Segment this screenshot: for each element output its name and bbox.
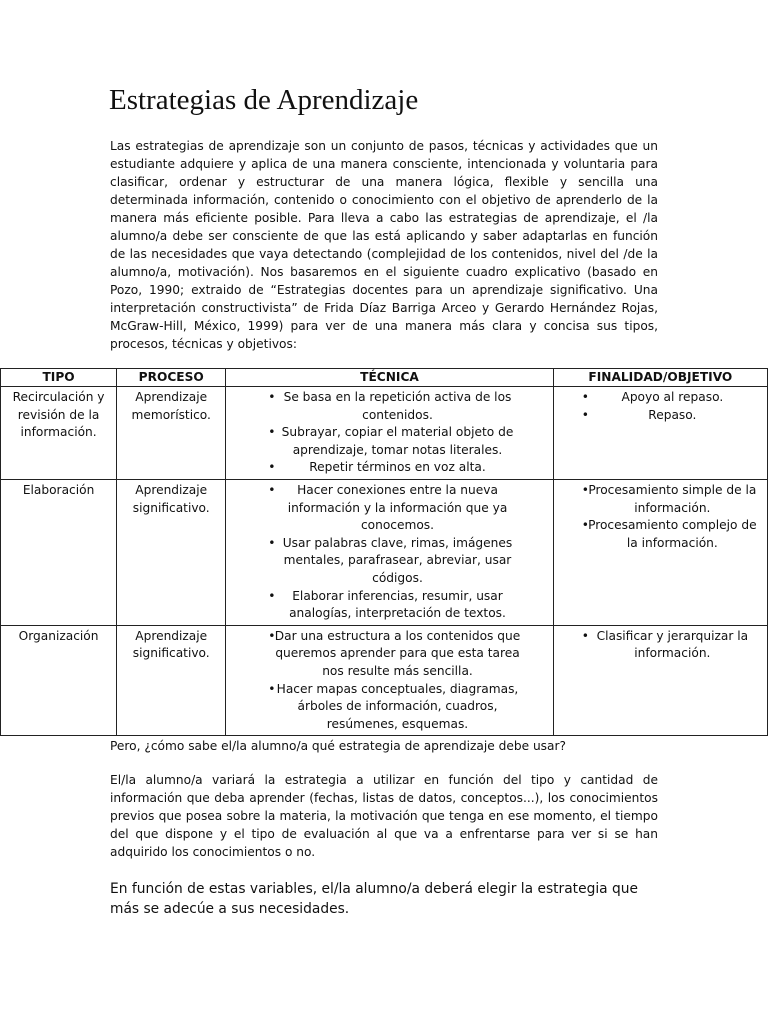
table-row bbox=[1, 479, 768, 625]
cell-finalidad bbox=[553, 625, 767, 736]
cell-tipo: Recirculación y revisión de la información. bbox=[1, 387, 117, 480]
list-item: • Procesamiento complejo de la información. bbox=[556, 517, 765, 552]
strategies-table bbox=[0, 368, 768, 736]
header-proceso: PROCESO bbox=[117, 369, 226, 387]
list-item: • Hacer mapas conceptuales, diagramas, árboles de información, cuadros, resúmenes, esquemas. bbox=[228, 681, 550, 734]
table-header-row bbox=[1, 369, 768, 387]
question-paragraph: Pero, ¿cómo sabe el/la alumno/a qué estrategia de aprendizaje debe usar? bbox=[110, 739, 566, 753]
header-tipo: TIPO bbox=[1, 369, 117, 387]
cell-tipo: Organización bbox=[1, 625, 117, 736]
body-paragraph: El/la alumno/a variará la estrategia a utilizar en función del tipo y cantidad de información que deba aprender (fechas, listas de datos, conceptos...), los conocimientos previos que posea sobre la materia, la motivación que tenga en ese momento, el tiempo del que dispone y el tipo de evaluación al que va a enfrentarse para ver si se han adquirido los conocimientos o no. bbox=[110, 773, 658, 859]
conclusion-paragraph: En función de estas variables, el/la alumno/a deberá elegir la estrategia que más se adecúe a sus necesidades. bbox=[110, 881, 639, 917]
list-item: • Usar palabras clave, rimas, imágenes mentales, parafrasear, abreviar, usar códigos. bbox=[228, 535, 550, 588]
cell-proceso: Aprendizaje significativo. bbox=[117, 625, 226, 736]
cell-proceso: Aprendizaje memorístico. bbox=[117, 387, 226, 480]
list-item: • Se basa en la repetición activa de los contenidos. bbox=[228, 389, 550, 424]
page-title: Estrategias de Aprendizaje bbox=[109, 84, 419, 116]
table-row bbox=[1, 625, 768, 736]
cell-tipo: Elaboración bbox=[1, 479, 117, 625]
intro-paragraph: Las estrategias de aprendizaje son un conjunto de pasos, técnicas y actividades que un estudiante adquiere y aplica de una manera consciente, intencionada y voluntaria para clasificar, ordenar y estructurar de una manera lógica, flexible y sencilla una determinada información, contenido o conocimiento con el objetivo de aprenderlo de la manera más eficiente posible. Para lleva a cabo las estrategias de aprendizaje, el /la alumno/a debe ser consciente de que las está aplicando y saber adaptarlas en función de las necesidades que vaya detectando (complejidad de los contenidos, nivel del /de la alumno/a, motivación). Nos basaremos en el siguiente cuadro explicativo (basado en Pozo, 1990; extraido de “Estrategias docentes para un aprendizaje significativo. Una interpretación constructivista” de Frida Díaz Barriga Arceo y Gerardo Hernández Rojas, McGraw-Hill, México, 1999) para ver de una manera más clara y concisa sus tipos, procesos, técnicas y objetivos: bbox=[110, 139, 658, 351]
list-item: • Subrayar, copiar el material objeto de aprendizaje, tomar notas literales. bbox=[228, 424, 550, 459]
table-row bbox=[1, 387, 768, 480]
list-item: • Repetir términos en voz alta. bbox=[228, 459, 550, 477]
cell-tecnica bbox=[226, 387, 553, 480]
list-item: • Clasificar y jerarquizar la información. bbox=[556, 628, 765, 663]
list-item: • Hacer conexiones entre la nueva información y la información que ya conocemos. bbox=[228, 482, 550, 535]
cell-finalidad bbox=[553, 479, 767, 625]
cell-tecnica bbox=[226, 625, 553, 736]
list-item: • Repaso. bbox=[556, 407, 765, 425]
list-item: • Dar una estructura a los contenidos que queremos aprender para que esta tarea nos resulte más sencilla. bbox=[228, 628, 550, 681]
list-item: • Procesamiento simple de la información. bbox=[556, 482, 765, 517]
cell-proceso: Aprendizaje significativo. bbox=[117, 479, 226, 625]
cell-finalidad bbox=[553, 387, 767, 480]
header-finalidad: FINALIDAD/OBJETIVO bbox=[553, 369, 767, 387]
list-item: • Apoyo al repaso. bbox=[556, 389, 765, 407]
header-tecnica: TÉCNICA bbox=[226, 369, 553, 387]
list-item: • Elaborar inferencias, resumir, usar analogías, interpretación de textos. bbox=[228, 588, 550, 623]
cell-tecnica bbox=[226, 479, 553, 625]
